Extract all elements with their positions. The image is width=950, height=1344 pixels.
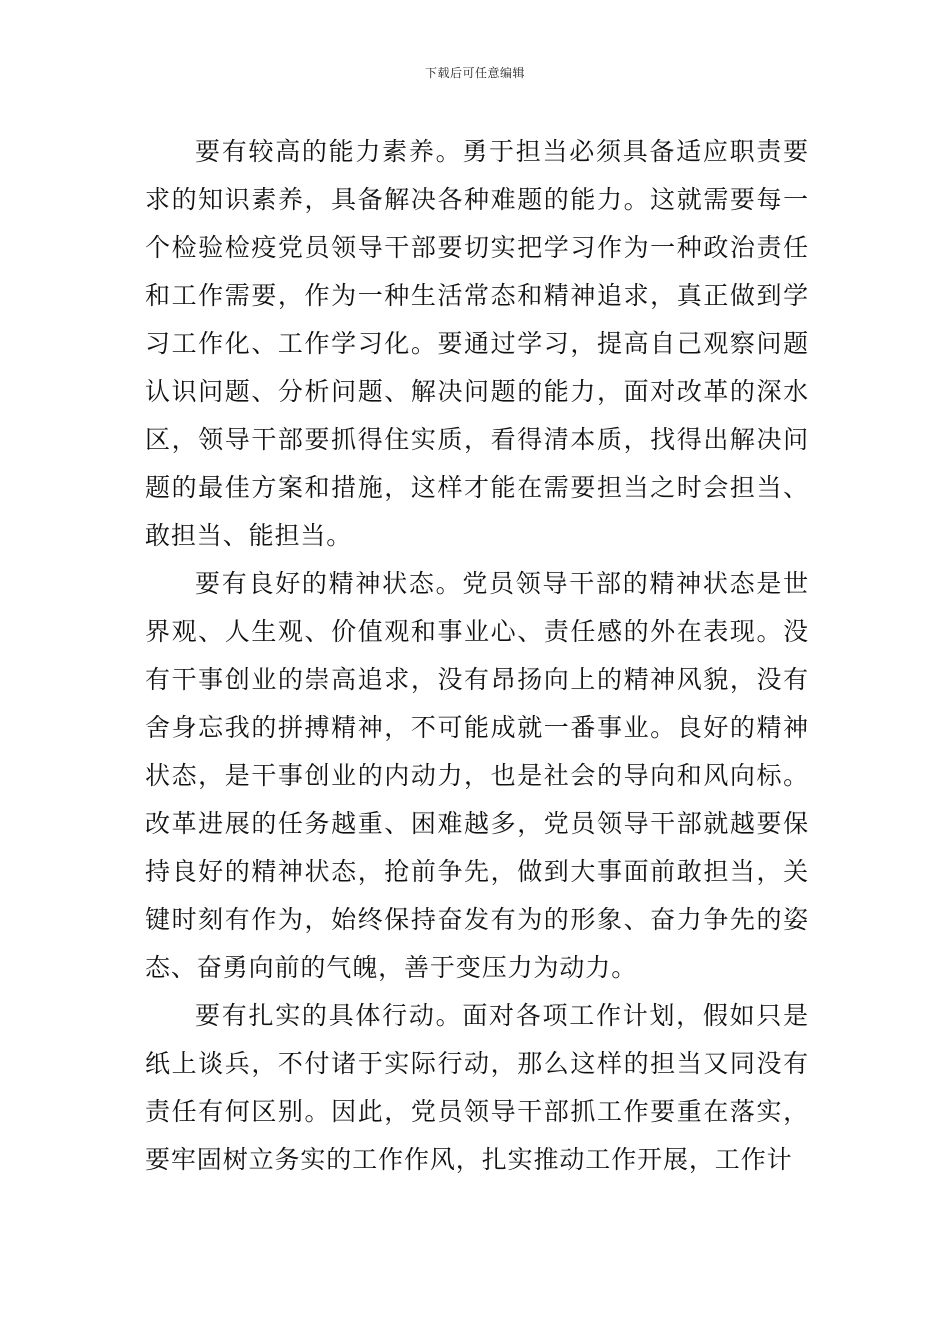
page-header-note: 下载后可任意编辑 [424, 66, 525, 80]
paragraph-action: 要有扎实的具体行动。面对各项工作计划，假如只是纸上谈兵，不付诸于实际行动，那么这样的担当又同没有责任有何区别。因此，党员领导干部抓工作要重在落实，要牢固树立务实的工作作风，扎实推动工作开展，工作计 [145, 1001, 809, 1174]
document-body [145, 128, 809, 1184]
paragraph-ability: 要有较高的能力素养。勇于担当必须具备适应职责要求的知识素养，具备解决各种难题的能力。这就需要每一个检验检疫党员领导干部要切实把学习作为一种政治责任和工作需要，作为一种生活常态和精神追求，真正做到学习工作化、工作学习化。要通过学习，提高自己观察问题认识问题、分析问题、解决问题的能力，面对改革的深水区，领导干部要抓得住实质，看得清本质，找得出解决问题的最佳方案和措施，这样才能在需要担当之时会担当、敢担当、能担当。 [145, 137, 809, 550]
paragraph-spirit: 要有良好的精神状态。党员领导干部的精神状态是世界观、人生观、价值观和事业心、责任感的外在表现。没有干事创业的崇高追求，没有昂扬向上的精神风貌，没有舍身忘我的拼搏精神，不可能成就一番事业。良好的精神状态，是干事创业的内动力，也是社会的导向和风向标。改革进展的任务越重、困难越多，党员领导干部就越要保持良好的精神状态，抢前争先，做到大事面前敢担当，关键时刻有作为，始终保持奋发有为的形象、奋力争先的姿态、奋勇向前的气魄，善于变压力为动力。 [145, 569, 809, 982]
